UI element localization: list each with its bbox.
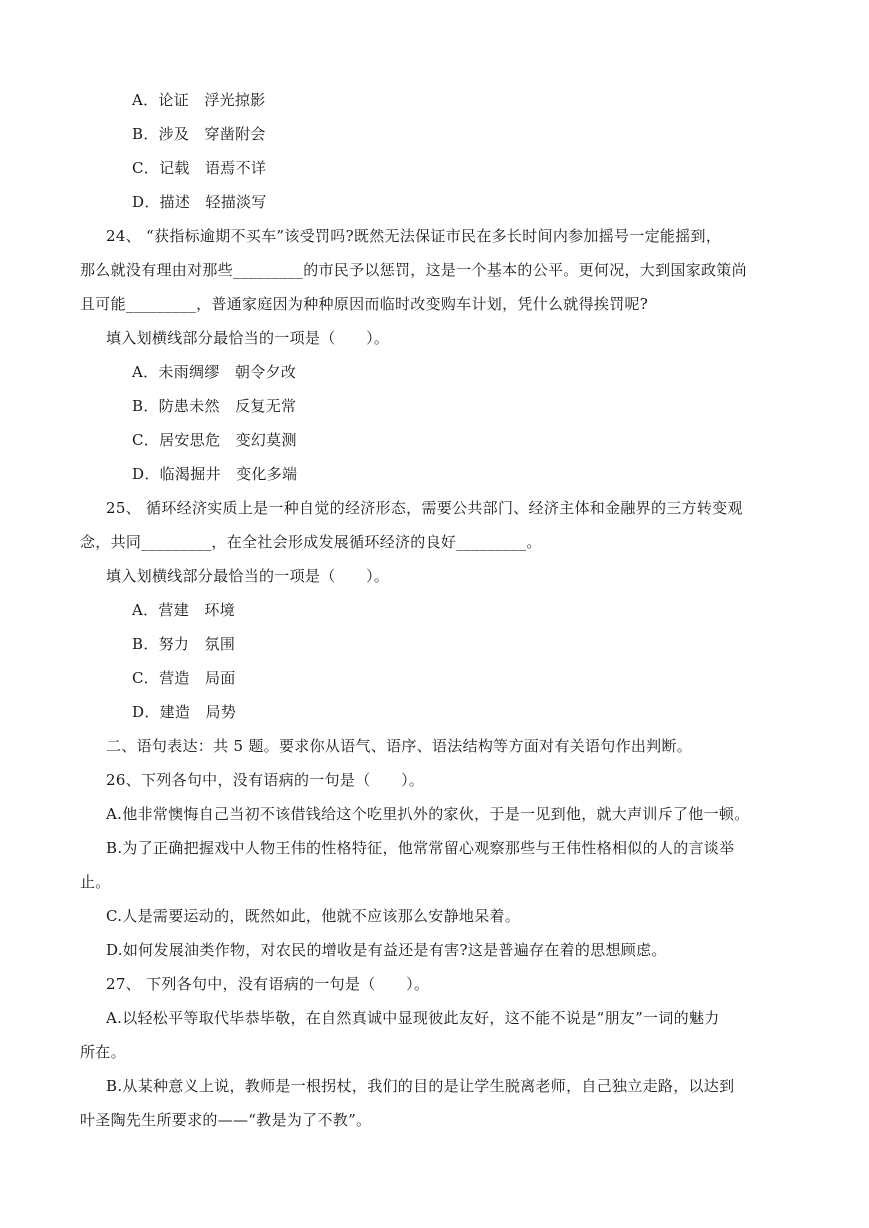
q27-option-b-line2: 叶圣陶先生所要求的——“教是为了不教”。 [80, 1111, 372, 1129]
q25-prompt: 填入划横线部分最恰当的一项是（ ）。 [106, 567, 390, 585]
q27-stem: 27、 下列各句中，没有语病的一句是（ ）。 [106, 975, 430, 993]
q26-option-b-line1: B.为了正确把握戏中人物王伟的性格特征，他常常留心观察那些与王伟性格相似的人的言谈举 [106, 839, 735, 857]
q25-option-b: B．努力 氛围 [132, 635, 236, 653]
q25-stem-line2: 念，共同_________，在全社会形成发展循环经济的良好_________。 [80, 533, 542, 551]
q26-option-b-line2: 止。 [80, 873, 111, 891]
q24-option-b: B．防患未然 反复无常 [132, 397, 297, 415]
q24-option-c: C．居安思危 变幻莫测 [132, 431, 297, 449]
q24-stem-line2: 那么就没有理由对那些_________的市民予以惩罚，这是一个基本的公平。更何况，大到国家政策尚 [80, 261, 747, 279]
q26-option-d: D.如何发展油类作物，对农民的增收是有益还是有害?这是普遍存在着的思想顾虑。 [106, 941, 667, 959]
section2-heading: 二、语句表达：共 5 题。要求你从语气、语序、语法结构等方面对有关语句作出判断。 [106, 737, 693, 755]
q23-option-c: C．记载 语焉不详 [132, 159, 267, 177]
q25-stem-line1: 25、 循环经济实质上是一种自觉的经济形态，需要公共部门、经济主体和金融界的三方转变观 [106, 499, 743, 517]
q23-option-a: A．论证 浮光掠影 [132, 91, 266, 109]
q24-prompt: 填入划横线部分最恰当的一项是（ ）。 [106, 329, 390, 347]
q26-stem: 26、下列各句中，没有语病的一句是（ ）。 [106, 771, 425, 789]
q25-option-a: A．营建 环境 [132, 601, 235, 619]
q24-option-a: A．未雨绸缪 朝令夕改 [132, 363, 297, 381]
q24-stem-line3: 且可能_________，普通家庭因为种种原因而临时改变购车计划，凭什么就得挨罚呢? [80, 295, 649, 313]
q26-option-c: C.人是需要运动的，既然如此，他就不应该那么安静地呆着。 [106, 907, 521, 925]
q24-stem-line1: 24、 “获指标逾期不买车”该受罚吗?既然无法保证市民在多长时间内参加摇号一定能摇到， [106, 227, 722, 245]
q27-option-a-line2: 所在。 [80, 1043, 126, 1061]
q25-option-d: D．建造 局势 [132, 703, 237, 721]
q27-option-b-line1: B.从某种意义上说，教师是一根拐杖，我们的目的是让学生脱离老师，自己独立走路，以达到 [106, 1077, 735, 1095]
q26-option-a: A.他非常懊悔自己当初不该借钱给这个吃里扒外的家伙，于是一见到他，就大声训斥了他一顿。 [106, 805, 750, 823]
q23-option-b: B．涉及 穿凿附会 [132, 125, 266, 143]
q24-option-d: D．临渴掘井 变化多端 [132, 465, 298, 483]
q25-option-c: C．营造 局面 [132, 669, 236, 687]
q23-option-d: D．描述 轻描淡写 [132, 193, 267, 211]
q27-option-a-line1: A.以轻松平等取代毕恭毕敬，在自然真诚中显现彼此友好，这不能不说是“朋友”一词的魅力 [106, 1009, 720, 1027]
